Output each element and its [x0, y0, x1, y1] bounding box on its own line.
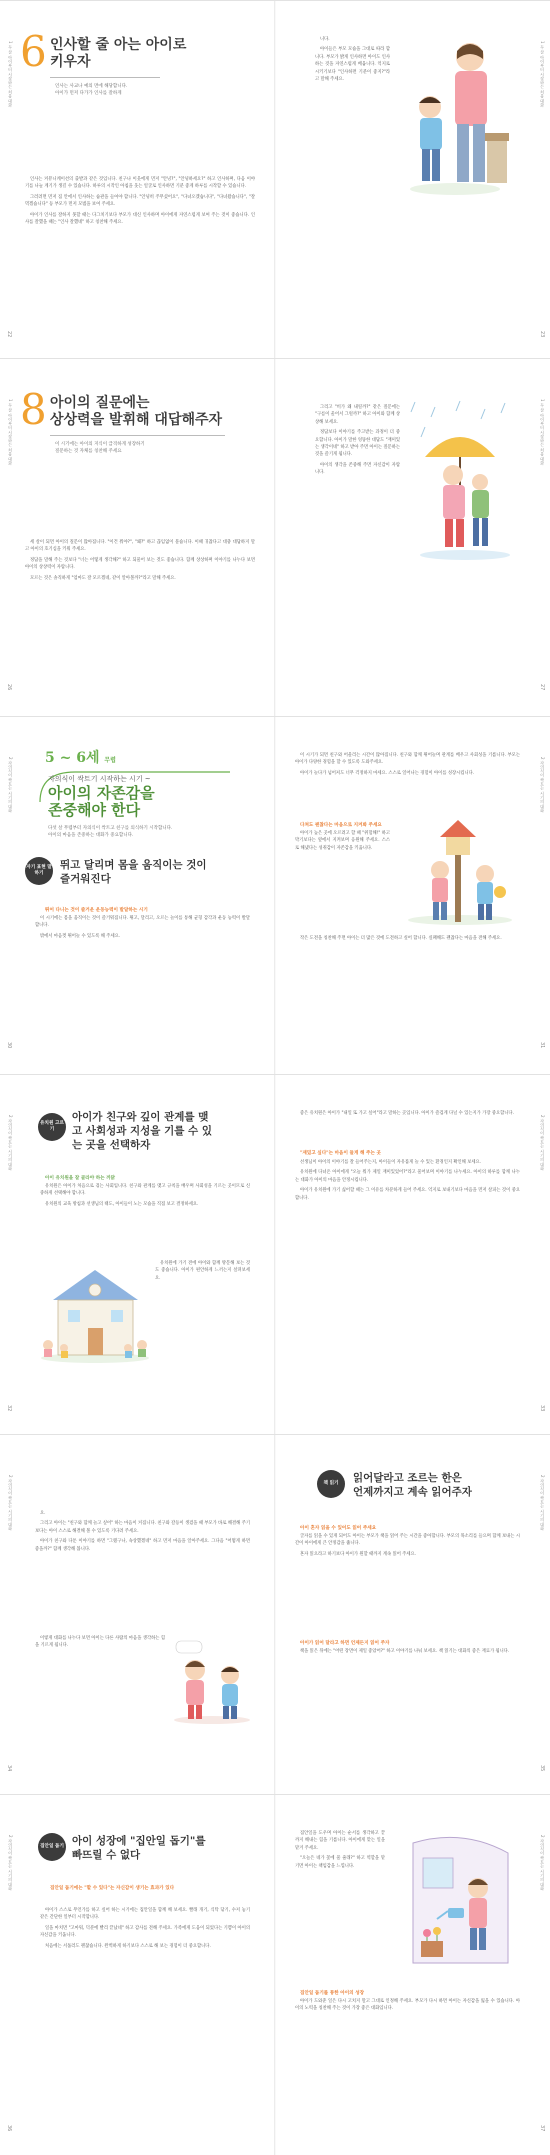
body-text — [295, 1648, 520, 1708]
body-text — [295, 752, 520, 817]
body-text — [295, 1110, 520, 1145]
paragraph: 유치원에 다녀온 아이에게 "오늘 뭐가 제일 재미있었어?"라고 물어보며 이야기를 나누세요. 아이의 하루를 함께 나누는 대화가 아이의 마음을 안정시킵니다. — [295, 1170, 520, 1183]
paragraph: 혼자 읽으라고 하기보다 아이가 원할 때까지 계속 읽어 주세요. — [300, 1551, 417, 1557]
chapter-number: 8 — [20, 385, 47, 434]
paragraph: 정답보다 이야기를 주고받는 과정이 더 중요합니다. 아이가 말한 엉뚱한 대답도 "재미있는 생각이네" 하고 받아 주면 아이는 질문하는 것을 즐기게 됩니다. — [315, 430, 400, 458]
running-head: 1 두 살 아이부터 시작하는 처음 대화 — [540, 41, 545, 108]
gutter — [274, 717, 276, 1074]
age-suffix: 무렵 — [104, 757, 116, 764]
paragraph: 집안일을 도우며 아이는 순서를 생각하고 끝까지 해내는 힘을 기릅니다. 아이에게 맞는 일을 맡겨 주세요. — [295, 1831, 385, 1851]
spread-1 — [0, 0, 550, 358]
climbing-children-illustration — [400, 812, 520, 927]
chapter-sub-1: 다섯 살 무렵부터 자의식이 싹트고 친구를 의식하기 시작합니다. — [48, 826, 173, 831]
chapter-sub-2: 아이의 마음을 존중하는 대화가 중요합니다. — [48, 833, 134, 838]
section-title-line-2: 언제까지고 계속 읽어주자 — [353, 1486, 472, 1498]
section-subhead: 집안일 돕기에는 "할 수 있다"는 자신감이 생기는 효과가 있다 — [50, 1886, 175, 1891]
paragraph: 아이가 놀다가 넘어져도 너무 걱정하지 마세요. 스스로 일어나는 경험이 아이를 성장시킵니다. — [300, 770, 475, 776]
spread-6 — [0, 1794, 550, 2155]
page-number: 26 — [6, 684, 12, 691]
running-head: 1 두 살 아이부터 시작하는 처음 대화 — [8, 399, 13, 466]
chapter-title-line-1: 아이의 자존감을 — [48, 784, 155, 802]
paragraph: 이 시기에는 몸을 움직이는 것이 즐거워집니다. 뛰고, 달리고, 오르는 놀이를 통해 균형 감각과 운동 능력이 발달합니다. — [35, 916, 250, 929]
chapter-sub-2: 아이가 먼저 다가가 인사를 잘하게 — [55, 91, 122, 96]
age-range: 5 ~ 6세 — [45, 750, 100, 766]
paragraph: 인사는 커뮤니케이션의 출발과 같은 것입니다. 친구나 이웃에게 먼저 "안녕?", "안녕하세요?" 하고 인사하며, 다음 이야기를 나눌 계기가 생길 수 있습니다. 하루의 시작인 아침을 웃는 얼굴로 인사하면 기분 좋게 하루를 시작할 수 있습니다. — [25, 177, 255, 190]
paragraph: 그리고 아이는 "친구와 함께 놀고 싶어" 하는 마음이 커집니다. 친구와 갈등이 생겼을 때 부모가 바로 해결해 주기보다는 아이 스스로 해결해 볼 수 있도록 기다려 주세요. — [35, 1521, 250, 1534]
paragraph: 그러려면 먼저 집 안에서 인사하는 습관을 들여야 합니다. "안녕히 주무셨어요", "다녀오겠습니다", "다녀왔습니다", "잘 먹겠습니다" 등 부모가 먼저 모범을 보여 주세요. — [25, 194, 255, 208]
section-subhead-1: 아이 혼자 읽을 수 있어도 읽어 주세요 — [300, 1526, 377, 1531]
running-head: 1 두 살 아이부터 시작하는 처음 대화 — [8, 41, 13, 108]
body-text — [25, 176, 255, 336]
body-text — [295, 935, 520, 980]
section-title-line-3: 는 곳을 선택하자 — [72, 1139, 151, 1151]
chapter-title-line-1: 아이의 질문에는 — [50, 395, 150, 411]
spread-4 — [0, 1074, 550, 1434]
page-33 — [275, 1075, 550, 1434]
paragraph: 이 시기가 되면 친구와 어울리는 시간이 많아집니다. 친구와 함께 뛰어놀며 관계를 배우고 사회성을 기릅니다. 부모는 아이가 다양한 경험을 할 수 있도록 도와주세요. — [295, 753, 520, 766]
paragraph: 아이가 스스로 무언가를 하고 싶어 하는 시기에는 집안일을 함께 해 보세요. 빨래 개기, 식탁 닦기, 수저 놓기 같은 간단한 일부터 시작합니다. — [40, 1908, 250, 1921]
paragraph: 아이가 유치원에 가기 싫어할 때는 그 이유를 차분하게 들어 주세요. 억지로 보내기보다 마음을 먼저 살피는 것이 중요합니다. — [295, 1188, 520, 1201]
page-number: 27 — [539, 684, 545, 691]
paragraph: 좋은 유치원은 아이가 "내일 또 가고 싶어"라고 말하는 곳입니다. 아이가 즐겁게 다닐 수 있는지가 가장 중요합니다. — [300, 1111, 514, 1116]
section-badge: 유치원 고르기 — [38, 1113, 66, 1141]
body-text — [295, 1998, 520, 2093]
running-head: 2 자의식이 싹트는 시기의 대화 — [540, 757, 545, 813]
body-text — [295, 1830, 385, 1980]
page-number: 37 — [539, 2125, 545, 2132]
page-number: 31 — [539, 1042, 545, 1049]
title-divider — [50, 77, 160, 78]
page-36 — [0, 1795, 275, 2155]
section-title-line-2: 고 사회성과 지성을 기를 수 있 — [72, 1125, 212, 1137]
paragraph: 선생님이 아이의 이야기를 잘 들어주는지, 아이들이 자유롭게 놀 수 있는 환경인지 확인해 보세요. — [300, 1160, 481, 1165]
page-35 — [275, 1435, 550, 1794]
title-divider — [50, 435, 225, 436]
section-badge: 집안일 돕기 — [38, 1833, 66, 1861]
section-subhead: 집안일 돕기를 통한 아이의 성장 — [300, 1991, 365, 1996]
mother-child-greeting-illustration — [395, 29, 515, 199]
paragraph: 유치원은 아이가 처음으로 겪는 사회입니다. 친구와 관계를 맺고 규칙을 배우며 사회성을 기르는 곳이므로 신중하게 선택해야 합니다. — [40, 1184, 250, 1197]
paragraph: 그리고 "비가 왜 내릴까?" 같은 질문에는 "구름이 울어서 그럴까?" 하고 아이와 함께 상상해 보세요. — [315, 405, 400, 425]
page-37 — [275, 1795, 550, 2155]
body-text — [295, 1159, 520, 1374]
age-label — [45, 747, 116, 767]
section-badge: 자기 표현 말하기 — [25, 857, 53, 885]
chapter-title-line-2: 상상력을 발휘해 대답해주자 — [50, 412, 223, 428]
page-22 — [0, 1, 275, 358]
page-32 — [0, 1075, 275, 1434]
gutter — [274, 1435, 276, 1794]
page-number: 30 — [6, 1042, 12, 1049]
section-badge: 책 읽기 — [317, 1470, 345, 1498]
paragraph: 이렇게 대화를 나누다 보면 아이는 다른 사람의 마음을 생각하는 힘을 기르게 됩니다. — [35, 1636, 165, 1649]
body-text — [40, 1907, 250, 2092]
page-26 — [0, 359, 275, 716]
section-subhead: "재밌고 싶다"는 마음이 들게 해 주는 곳 — [300, 1151, 381, 1156]
gutter — [274, 1, 276, 358]
body-text — [315, 404, 400, 564]
body-text — [25, 539, 255, 689]
page-number: 32 — [6, 1405, 12, 1412]
paragraph: 정답을 말해 주는 것보다 "너는 어떻게 생각해?" 하고 되물어 보는 것도 좋습니다. 함께 상상하며 이야기를 나누다 보면 아이의 상상력이 자랍니다. — [25, 557, 255, 571]
friends-talking-illustration — [170, 1635, 255, 1725]
section-title-line-1: 뛰고 달리며 몸을 움직이는 것이 — [60, 859, 207, 871]
page-number: 34 — [6, 1765, 12, 1772]
paragraph: 아이가 도와준 일은 다시 고치지 말고 그대로 인정해 주세요. 부모가 다시 하면 아이는 자신감을 잃을 수 있습니다. 아이의 노력을 칭찬해 주는 것이 가장 좋은 대화입니다. — [295, 1999, 520, 2012]
paragraph: 아이가 친구와 다툰 이야기를 하면 "그랬구나, 속상했겠네" 하고 먼저 마음을 알아주세요. 그다음 "어떻게 하면 좋을까?" 함께 생각해 봅니다. — [35, 1539, 250, 1552]
gutter — [274, 359, 276, 716]
paragraph: 아이들은 부모 모습을 그대로 따라 합니다. 부모가 밝게 인사하면 아이도 인사하는 것을 자연스럽게 배웁니다. 억지로 시키기보다 "인사하면 기분이 좋지?"라고 말해 주세요. — [315, 47, 390, 83]
chapter-title-line-2: 키우자 — [50, 54, 91, 70]
page-number: 35 — [539, 1765, 545, 1772]
running-head: 2 자의식이 싹트는 시기의 대화 — [8, 1115, 13, 1171]
chapter-sub-2: 질문하는 것 자체를 칭찬해 주세요 — [55, 449, 122, 454]
paragraph: "오늘은 네가 꽃에 물 줄래?" 하고 역할을 맡기면 아이는 책임감을 느낍니다. — [295, 1856, 385, 1869]
paragraph: 처음에는 서툴러도 괜찮습니다. 완벽하게 하기보다 스스로 해 보는 경험이 더 중요합니다. — [45, 1943, 211, 1949]
section-subhead-2: 아이가 읽어 달라고 하면 언제든지 읽어 주자 — [300, 1641, 390, 1646]
body-text — [40, 1183, 250, 1251]
section-title-line-1: 읽어달라고 조르는 한은 — [353, 1472, 462, 1484]
body-text-side — [155, 1260, 250, 1365]
paragraph: 니다. — [320, 37, 330, 42]
section-subhead: 다쳐도 괜찮다는 마음으로 지켜봐 주세요 — [300, 823, 382, 828]
paragraph: 요. — [40, 1511, 46, 1516]
paragraph: 일을 마치면 "고마워, 덕분에 빨리 끝났네" 하고 감사를 전해 주세요. 가족에게 도움이 되었다는 기쁨이 아이의 자신감을 키웁니다. — [40, 1925, 250, 1939]
page-number: 23 — [539, 331, 545, 338]
running-head: 2 자의식이 싹트는 시기의 대화 — [8, 757, 13, 813]
running-head: 2 자의식이 싹트는 시기의 대화 — [540, 1115, 545, 1171]
paragraph: 아이의 생각을 존중해 주면 자신감이 자랍니다. — [315, 462, 400, 476]
page-23 — [275, 1, 550, 358]
running-head: 1 두 살 아이부터 시작하는 처음 대화 — [540, 399, 545, 466]
gutter — [274, 1795, 276, 2155]
paragraph: 글자를 읽을 수 있게 되어도 아이는 부모가 책을 읽어 주는 시간을 좋아합니다. 부모의 목소리를 들으며 함께 보내는 시간이 아이에게 큰 안정감을 줍니다. — [295, 1534, 520, 1547]
paragraph: 모르는 것은 솔직하게 "엄마도 잘 모르겠네, 같이 알아볼까?"라고 말해 주세요. — [30, 575, 176, 581]
body-text-side — [35, 1635, 165, 1715]
rain-umbrella-illustration — [405, 397, 515, 567]
paragraph: 작은 도전을 칭찬해 주면 아이는 더 많은 것에 도전하고 싶어 합니다. 실패해도 괜찮다는 마음을 전해 주세요. — [300, 936, 502, 941]
paragraph: 책을 읽은 뒤에는 "어떤 장면이 제일 좋았어?" 하고 이야기를 나눠 보세요. 책 읽기는 대화의 좋은 재료가 됩니다. — [300, 1649, 510, 1654]
chapter-title-line-1: 인사할 줄 아는 아이로 — [50, 37, 187, 53]
page-27 — [275, 359, 550, 716]
paragraph: 유치원에 가기 전에 아이와 함께 방문해 보는 것도 좋습니다. 아이가 편안하게 느끼는지 살펴보세요. — [155, 1261, 250, 1281]
page-30 — [0, 717, 275, 1074]
header-sub: 자의식이 싹트기 시작하는 시기 ~ — [48, 775, 151, 783]
chapter-sub-1: 인사는 사교나 예의 면에 해당합니다. — [55, 84, 128, 89]
watering-flowers-illustration — [393, 1823, 518, 1983]
body-text — [315, 36, 390, 216]
section-title-line-1: 아이가 친구와 깊이 관계를 맺 — [72, 1111, 209, 1123]
section-title-line-2: 빠뜨릴 수 없다 — [72, 1849, 141, 1861]
page-number: 22 — [6, 331, 12, 338]
body-text — [35, 915, 250, 955]
page-34 — [0, 1435, 275, 1794]
paragraph: 밖에서 마음껏 뛰어놀 수 있도록 해 주세요. — [40, 933, 121, 939]
running-head: 2 자의식이 싹트는 시기의 대화 — [540, 1835, 545, 1891]
page-number: 33 — [539, 1405, 545, 1412]
running-head: 2 자의식이 싹트는 시기의 대화 — [8, 1475, 13, 1531]
kindergarten-building-illustration — [38, 1260, 153, 1365]
section-title-line-1: 아이 성장에 "집안일 돕기"를 — [72, 1835, 206, 1847]
paragraph: 세 살이 되면 아이의 질문이 많아집니다. "이건 뭐야?", "왜?" 하고 끊임없이 묻습니다. 이때 귀찮다고 대충 대답하지 말고 아이의 호기심을 키워 주세요. — [25, 540, 255, 553]
section-title-line-2: 즐거워진다 — [60, 873, 111, 885]
paragraph: 유치원의 교육 방침과 선생님의 태도, 아이들이 노는 모습을 직접 보고 결정하세요. — [45, 1201, 199, 1207]
page-number: 36 — [6, 2125, 12, 2132]
chapter-title-line-2: 존중해야 한다 — [48, 801, 141, 819]
running-head: 2 자의식이 싹트는 시기의 대화 — [540, 1475, 545, 1531]
paragraph: 아이가 인사를 잘하지 못할 때는 다그치기보다 부모가 대신 인사하며 아이에게 자연스럽게 보여 주는 것이 좋습니다. 인사를 잘했을 때는 "인사 잘했네" 하고 칭찬해 주세요. — [25, 212, 255, 226]
section-subhead: 아이 유치원을 잘 골라야 하는 까닭 — [45, 1176, 116, 1181]
spread-2 — [0, 358, 550, 716]
section-subhead: 뛰어 다니는 것이 즐거운 운동능력이 발달하는 시기 — [45, 908, 148, 913]
spread-3 — [0, 716, 550, 1074]
body-text — [295, 1533, 520, 1633]
page-31 — [275, 717, 550, 1074]
running-head: 2 자의식이 싹트는 시기의 대화 — [8, 1835, 13, 1891]
chapter-sub-1: 이 시기에는 아이의 지식이 급격하게 성장하기 — [55, 442, 145, 447]
gutter — [274, 1075, 276, 1434]
chapter-number: 6 — [20, 27, 47, 76]
body-text-side — [295, 830, 390, 930]
spread-5 — [0, 1434, 550, 1794]
paragraph: 아이가 높은 곳에 오르려고 할 때 "위험해!" 하고 막기보다는 옆에서 지켜보며 응원해 주세요. 스스로 해냈다는 성취감이 자존감을 키웁니다. — [295, 831, 390, 851]
body-text — [35, 1510, 250, 1630]
